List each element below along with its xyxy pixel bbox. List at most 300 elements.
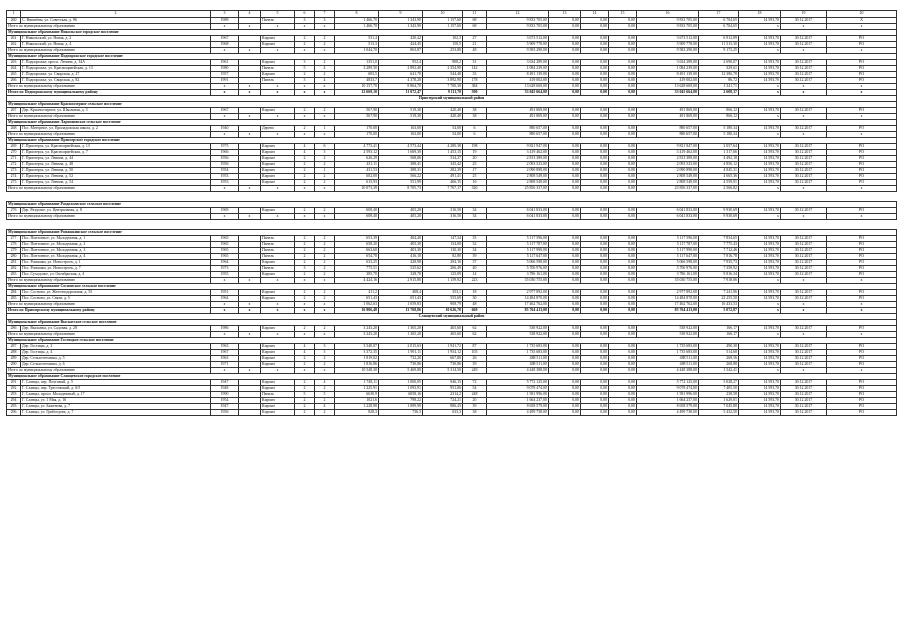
cell-living-area: 1 343,90 (379, 17, 423, 23)
spacer-cell (7, 219, 897, 229)
cell-private-area: 951,06 (423, 385, 463, 391)
cell-method: РО (827, 41, 897, 47)
cell-year: 1953 (211, 179, 239, 185)
cell-cost-limit: 14 593,70 (739, 391, 781, 397)
cell-cost-total: 5 117 647,00 (487, 253, 549, 259)
cell-cost-total: 1 084 239,00 (487, 65, 549, 71)
cell-cost-regional: 0,00 (581, 235, 609, 241)
total-entrances: х (315, 23, 335, 29)
cell-cost-per-m2: 7 241,96 (699, 289, 739, 295)
cell-cost-regional: 0,00 (581, 325, 609, 331)
cell-entrances: 2 (315, 355, 335, 361)
cell-residents: 25 (463, 173, 487, 179)
cell-address: С. Вишнёвы, ул. Советская, д. 96 (21, 17, 211, 23)
total-deadline: х (781, 113, 827, 119)
cell-year: 1940 (211, 125, 239, 131)
cell-material: Панель (261, 247, 295, 253)
cell-year: 1965 (211, 253, 239, 259)
cell-year: 1973 (211, 265, 239, 271)
cell-material: Панель (261, 235, 295, 241)
cell-cost-total: 3 419 462,00 (487, 149, 549, 155)
total-residents: 48 (463, 301, 487, 307)
cell-living-area: 4 573,44 (379, 143, 423, 149)
cell-cost-per-m2: 2 690,07 (699, 59, 739, 65)
cell-cost-per-m2: 4 559,91 (699, 179, 739, 185)
cell-num: 289 (7, 355, 21, 361)
cell-cost-owners: 5 909 778,00 (637, 41, 699, 47)
cell-living-area: 1 669,30 (379, 149, 423, 155)
cell-deadline: 30.12.2017 (781, 361, 827, 367)
cell-material: Панель (261, 265, 295, 271)
cell-num: 264 (7, 65, 21, 71)
cell-residents: 17 (463, 167, 487, 173)
cell-deadline: 30.12.2017 (781, 403, 827, 409)
cell-living-area: 568,06 (379, 155, 423, 161)
total-deadline: х (781, 331, 827, 337)
cell-num: 260 (7, 17, 21, 23)
cell-method: РО (827, 343, 897, 349)
cell-num: 267 (7, 107, 21, 113)
total-year-reconstr: х (239, 89, 261, 95)
cell-cost-total: 5 117 596,00 (487, 235, 549, 241)
cell-cost-federal: 0,00 (549, 77, 581, 83)
cell-material: Кирпич (261, 349, 295, 355)
cell-total-area: 3 243,20 (335, 325, 379, 331)
total-cost-limit: х (739, 277, 781, 283)
cell-cost-federal: 0,00 (549, 173, 581, 179)
cell-residents: 20 (463, 397, 487, 403)
total-year: х (211, 301, 239, 307)
cell-cost-owners: 2 090 898,00 (637, 167, 699, 173)
cell-living-area: 4 378,20 (379, 77, 423, 83)
cell-floors: 4 (295, 143, 315, 149)
cell-method: РО (827, 173, 897, 179)
cell-cost-limit: 14 593,70 (739, 379, 781, 385)
municipality-title: Муниципальное образование Красноозерное сельское поселение (7, 101, 897, 107)
total-year: х (211, 23, 239, 29)
total-label: Итого по муниципальному образованию (7, 83, 211, 89)
cell-private-area: 353,1 (423, 289, 463, 295)
total-cost-limit: х (739, 23, 781, 29)
cell-private-area: 1 453,15 (423, 149, 463, 155)
cell-cost-federal: 0,00 (549, 265, 581, 271)
total-total-area: 10 073,39 (335, 185, 379, 191)
cell-num: 288 (7, 349, 21, 355)
total-cost-limit: х (739, 331, 781, 337)
cell-cost-owners: 5 706 976,00 (637, 265, 699, 271)
cell-num: 274 (7, 173, 21, 179)
cell-entrances: 2 (315, 295, 335, 301)
cell-cost-per-m2: 4 856,12 (699, 161, 739, 167)
cell-residents: 87 (463, 343, 487, 349)
cell-living-area: 388,31 (379, 167, 423, 173)
cell-entrances: 2 (315, 173, 335, 179)
cell-cost-total: 2 808 549,00 (487, 179, 549, 185)
cell-cost-total: 2 977 892,00 (487, 289, 549, 295)
cell-cost-local: 0,00 (609, 35, 637, 41)
cell-floors: 3 (295, 77, 315, 83)
cell-total-area: 513,3 (335, 41, 379, 47)
cell-living-area: 730,86 (379, 361, 423, 367)
total-cost-regional: 0,00 (581, 331, 609, 337)
cell-deadline: 30.12.2017 (781, 167, 827, 173)
cell-cost-regional: 0,00 (581, 161, 609, 167)
cell-living-area: 1 093,91 (379, 385, 423, 391)
cell-cost-federal: 0,00 (549, 295, 581, 301)
cell-cost-owners: 1 735 683,00 (637, 343, 699, 349)
cell-cost-per-m2: 5 028,27 (699, 379, 739, 385)
cell-floors: 5 (295, 65, 315, 71)
total-cost-regional: 0,00 (581, 23, 609, 29)
cell-total-area: 663,60 (335, 247, 379, 253)
cell-living-area: 1 991,11 (379, 349, 423, 355)
total-label: Итого по муниципальному образованию (7, 367, 211, 373)
cell-private-area: 946,15 (423, 379, 463, 385)
cell-cost-total: 2 093 523,00 (487, 161, 549, 167)
cell-cost-total: 488 511,00 (487, 361, 549, 367)
cell-total-area: 1351,0 (335, 59, 379, 65)
total-private-area: 54,00 (423, 131, 463, 137)
total-label: Итого по муниципальному образованию (7, 331, 211, 337)
cell-cost-regional: 0,00 (581, 361, 609, 367)
municipality-title: Муниципальное образование Ларионовское сельское поселение (7, 119, 897, 125)
cell-address: Дер. Гостицы, д. 4 (21, 349, 211, 355)
cell-cost-per-m2: 1 317,66 (699, 149, 739, 155)
cell-floors: 2 (295, 241, 315, 247)
total-deadline: х (781, 185, 827, 191)
cell-deadline: 30.12.2017 (781, 71, 827, 77)
cell-num: 286 (7, 325, 21, 331)
cell-entrances: 2 (315, 241, 335, 247)
total-residents: 249 (463, 367, 487, 373)
cell-private-area: 147,34 (423, 235, 463, 241)
total-cost-limit: х (739, 307, 781, 313)
cell-private-area: 544,40 (423, 71, 463, 77)
cell-year: 1961 (211, 59, 239, 65)
total-cost-federal: 0,00 (549, 185, 581, 191)
total-material: х (261, 23, 295, 29)
cell-cost-local: 0,00 (609, 179, 637, 185)
cell-material: Кирпич (261, 167, 295, 173)
total-method: х (827, 213, 897, 219)
total-cost-limit: х (739, 83, 781, 89)
column-number-cell: 9 (379, 11, 423, 18)
cell-cost-local: 0,00 (609, 207, 637, 213)
cell-residents: 37 (463, 259, 487, 265)
cell-entrances: 4 (315, 379, 335, 385)
municipality-title: Муниципальное образование Выскатское сельское поселение (7, 319, 897, 325)
cell-cost-per-m2: 329,61 (699, 65, 739, 71)
cell-cost-regional: 0,00 (581, 295, 609, 301)
cell-method: РО (827, 167, 897, 173)
cell-entrances: 2 (315, 161, 335, 167)
cell-private-area: 282,39 (423, 167, 463, 173)
cell-cost-regional: 0,00 (581, 259, 609, 265)
cell-deadline: 30.12.2017 (781, 173, 827, 179)
total-living-area: 8 864,70 (379, 83, 423, 89)
cell-floors: 2 (295, 41, 315, 47)
cell-deadline: 30.12.2017 (781, 161, 827, 167)
cell-cost-owners: 1 084 239,00 (637, 65, 699, 71)
cell-cost-limit: 14 593,70 (739, 65, 781, 71)
cell-private-area: 4 280,38 (423, 143, 463, 149)
cell-entrances: 5 (315, 391, 335, 397)
cell-cost-total: 9 821 947,00 (487, 143, 549, 149)
cell-method: РО (827, 207, 897, 213)
total-label: Итого по Приозерскому муниципальному району (7, 307, 211, 313)
cell-year: 1968 (211, 41, 239, 47)
total-cost-federal: 0,00 (549, 331, 581, 337)
total-cost-total: 17 462 762,00 (487, 301, 549, 307)
cell-method: X (827, 17, 897, 23)
cell-num: 263 (7, 59, 21, 65)
cell-floors: 3 (295, 265, 315, 271)
total-method: х (827, 113, 897, 119)
total-cost-federal: 0,00 (549, 83, 581, 89)
total-cost-local: 0,00 (609, 89, 637, 95)
total-floors: х (295, 367, 315, 373)
cell-entrances: 2 (315, 397, 335, 403)
total-year: х (211, 331, 239, 337)
column-number-header-row (7, 11, 897, 18)
column-number-cell: 20 (827, 11, 897, 18)
municipality-title: Муниципальное образование Подпорожское городское поселение (7, 53, 897, 59)
cell-private-area: 724,21 (423, 397, 463, 403)
column-number-cell: 6 (295, 11, 315, 18)
cell-entrances: 2 (315, 253, 335, 259)
register-sheet (6, 10, 896, 416)
cell-floors: 2 (295, 385, 315, 391)
cell-private-area: 82,80 (423, 253, 463, 259)
cell-cost-owners: 5 066 598,00 (637, 259, 699, 265)
cell-method: РО (827, 241, 897, 247)
cell-cost-total: 5 117 990,00 (487, 247, 549, 253)
cell-cost-per-m2: 86,72 (699, 77, 739, 83)
total-method: х (827, 47, 897, 53)
cell-cost-per-m2: 166,17 (699, 325, 739, 331)
cell-address: Пос. Понтонное, ул. Молодежная, д. 1 (21, 235, 211, 241)
cell-cost-local: 0,00 (609, 173, 637, 179)
cell-address: Г. Приозерск, ул. Ленина, д. 54 (21, 179, 211, 185)
cell-total-area: 567,90 (335, 107, 379, 113)
cell-method: РО (827, 143, 897, 149)
total-floors: х (295, 83, 315, 89)
cell-year: 1956 (211, 409, 239, 415)
cell-total-area: 1 748,11 (335, 379, 379, 385)
column-number-cell: 14 (581, 11, 609, 18)
total-deadline: х (781, 83, 827, 89)
column-number-cell: 16 (637, 11, 699, 18)
cell-address: Г. Сланцы, ул. Грибоедова, д. 7 (21, 409, 211, 415)
total-floors: х (295, 307, 315, 313)
cell-material: Кирпич (261, 403, 295, 409)
cell-method: РО (827, 361, 897, 367)
cell-cost-federal: 0,00 (549, 343, 581, 349)
column-number-cell: 3 (211, 11, 239, 18)
cell-num: 269 (7, 143, 21, 149)
cell-cost-total: 4 499 738,00 (487, 409, 549, 415)
total-total-area: 16 906,48 (335, 307, 379, 313)
cell-cost-limit: 14 593,70 (739, 35, 781, 41)
cell-cost-per-m2: 268,88 (699, 361, 739, 367)
cell-cost-local: 0,00 (609, 241, 637, 247)
cell-num: 262 (7, 41, 21, 47)
cell-num: 287 (7, 343, 21, 349)
cell-year-reconstr (239, 409, 261, 415)
cell-entrances: 2 (315, 289, 335, 295)
cell-address: Г. Никольский, ул. Новая, д. 2 (21, 35, 211, 41)
cell-cost-local: 0,00 (609, 265, 637, 271)
cell-deadline: 30.12.2017 (781, 41, 827, 47)
cell-floors: 2 (295, 107, 315, 113)
cell-private-area: 1 157,60 (423, 17, 463, 23)
total-method: х (827, 331, 897, 337)
cell-num: 290 (7, 361, 21, 367)
cell-deadline: 30.12.2017 (781, 179, 827, 185)
cell-cost-per-m2: 238,58 (699, 391, 739, 397)
cell-entrances: 4 (315, 77, 335, 83)
cell-year: 1957 (211, 71, 239, 77)
district-title: Приозерский муниципальный район (7, 95, 897, 101)
total-total-area: 10 157,70 (335, 83, 379, 89)
cell-material: Кирпич (261, 271, 295, 277)
cell-floors: 2 (295, 125, 315, 131)
cell-cost-limit: 14 593,70 (739, 295, 781, 301)
total-cost-per-m2: 6 704,65 (699, 23, 739, 29)
cell-cost-local: 0,00 (609, 403, 637, 409)
cell-cost-federal: 0,00 (549, 355, 581, 361)
cell-living-area: 551,99 (379, 179, 423, 185)
total-year-reconstr: х (239, 301, 261, 307)
total-cost-federal: 0,00 (549, 213, 581, 219)
cell-entrances: 3 (315, 343, 335, 349)
cell-cost-limit: 14 593,70 (739, 325, 781, 331)
cell-method: РО (827, 265, 897, 271)
cell-method: РО (827, 125, 897, 131)
total-cost-per-m2: 1 542,41 (699, 367, 739, 373)
cell-cost-limit: 14 593,70 (739, 161, 781, 167)
column-number-cell: 2 (21, 11, 211, 18)
total-entrances: х (315, 301, 335, 307)
total-cost-owners: 538 922,00 (637, 331, 699, 337)
cell-cost-total: 1 735 683,00 (487, 349, 549, 355)
cell-material: Кирпич (261, 207, 295, 213)
cell-year: 1969 (211, 207, 239, 213)
cell-living-area: 2 015,63 (379, 343, 423, 349)
cell-living-area: 1 365,20 (379, 325, 423, 331)
total-deadline: х (781, 307, 827, 313)
cell-private-area: 294,10 (423, 259, 463, 265)
total-total-area: 608,40 (335, 213, 379, 219)
cell-residents: 19 (463, 149, 487, 155)
total-cost-local: 0,00 (609, 213, 637, 219)
cell-living-area: 798,22 (379, 397, 423, 403)
cell-deadline: 30.12.2017 (781, 397, 827, 403)
cell-deadline: 30.12.2017 (781, 247, 827, 253)
total-cost-regional: 0,00 (581, 47, 609, 53)
cell-cost-owners: 488 511,00 (637, 361, 699, 367)
cell-cost-federal: 0,00 (549, 167, 581, 173)
column-number-cell: 13 (549, 11, 581, 18)
cell-floors: 2 (295, 295, 315, 301)
total-label: Итого по муниципальному образованию (7, 131, 211, 137)
cell-address: Пос. Сосново, ул. Связи, д. 5 (21, 295, 211, 301)
total-cost-owners: 491 869,00 (637, 113, 699, 119)
cell-year: 1956 (211, 155, 239, 161)
cell-living-area: 430,42 (379, 35, 423, 41)
cell-material: Кирпич (261, 71, 295, 77)
cell-cost-federal: 0,00 (549, 59, 581, 65)
cell-address: Г. Сланцы, ул. 1 Мая, д. 16 (21, 397, 211, 403)
cell-address: Дер. Гостицы, д. 2 (21, 343, 211, 349)
total-entrances: х (315, 83, 335, 89)
cell-address: Г. Приозерск, ул. Ленина, д. 52 (21, 173, 211, 179)
cell-cost-owners: 6 041 833,00 (637, 207, 699, 213)
total-residents: 34 (463, 213, 487, 219)
total-total-area: 1 044,70 (335, 47, 379, 53)
cell-cost-federal: 0,00 (549, 65, 581, 71)
cell-deadline: 30.12.2017 (781, 207, 827, 213)
cell-material: Кирпич (261, 173, 295, 179)
cell-deadline: 30.12.2017 (781, 349, 827, 355)
cell-residents: 32 (463, 241, 487, 247)
total-private-area: 9 111,70 (423, 89, 463, 95)
cell-cost-per-m2: 7 935,73 (699, 259, 739, 265)
cell-cost-total: 538 922,00 (487, 325, 549, 331)
cell-private-area: 633,3 (423, 409, 463, 415)
total-cost-local: 0,00 (609, 113, 637, 119)
total-year: х (211, 367, 239, 373)
total-private-area: 10 626,78 (423, 307, 463, 313)
cell-floors: 4 (295, 343, 315, 349)
cell-cost-regional: 0,00 (581, 385, 609, 391)
cell-cost-regional: 0,00 (581, 41, 609, 47)
cell-num: 273 (7, 167, 21, 173)
cell-cost-federal: 0,00 (549, 143, 581, 149)
total-cost-federal: 0,00 (549, 307, 581, 313)
cell-cost-total: 3 786 161,00 (487, 271, 549, 277)
total-cost-total: 4 448 388,00 (487, 367, 549, 373)
total-private-area: 465,60 (423, 331, 463, 337)
cell-residents: 21 (463, 41, 487, 47)
cell-cost-owners: 1 735 683,00 (637, 349, 699, 355)
cell-cost-owners: 2 808 549,00 (637, 179, 699, 185)
cell-deadline: 30.12.2017 (781, 107, 827, 113)
cell-total-area: 170,00 (335, 125, 379, 131)
cell-cost-total: 5 772 125,00 (487, 379, 549, 385)
cell-total-area: 431,11 (335, 161, 379, 167)
total-material: х (261, 83, 295, 89)
municipality-title: Муниципальное образование Приозерское городское поселение (7, 137, 897, 143)
total-cost-owners: 4 448 388,00 (637, 367, 699, 373)
cell-cost-per-m2: 9 816,34 (699, 271, 739, 277)
cell-cost-per-m2: 268,56 (699, 355, 739, 361)
cell-cost-regional: 0,00 (581, 77, 609, 83)
cell-year: 1953 (211, 173, 239, 179)
cell-cost-federal: 0,00 (549, 149, 581, 155)
cell-entrances: 4 (315, 403, 335, 409)
cell-method: РО (827, 65, 897, 71)
cell-cost-local: 0,00 (609, 409, 637, 415)
cell-total-area: 626,29 (335, 155, 379, 161)
cell-floors: 2 (295, 355, 315, 361)
total-floors: х (295, 113, 315, 119)
cell-year: 1954 (211, 397, 239, 403)
cell-residents: 72 (463, 379, 487, 385)
cell-entrances: 3 (315, 17, 335, 23)
total-method: х (827, 367, 897, 373)
cell-method: РО (827, 271, 897, 277)
